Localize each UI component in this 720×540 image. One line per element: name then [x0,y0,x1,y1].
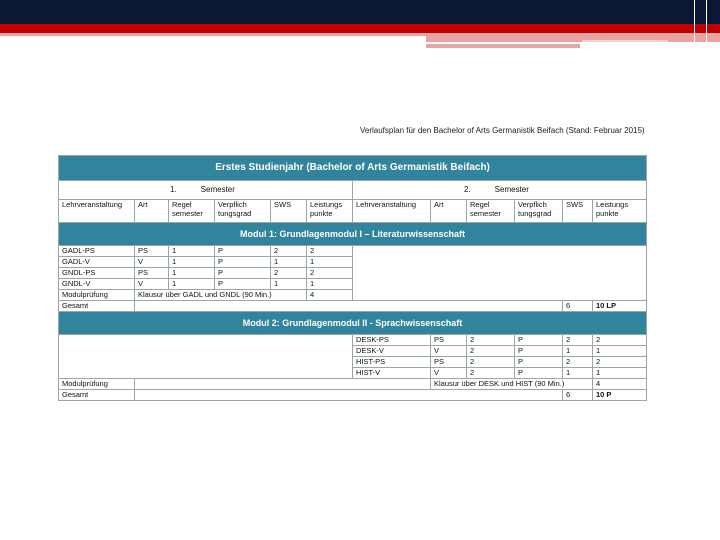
table-cell: P [515,368,563,379]
decor-divider [706,0,707,48]
table-cell: V [135,279,169,290]
table-cell: 1 [563,368,593,379]
table-cell: DESK-V [353,346,431,357]
table-cell: Gesamt [59,390,135,401]
empty-cell [353,246,647,301]
table-cell: PS [135,246,169,257]
table-cell: 2 [271,246,307,257]
table-cell: 1 [271,279,307,290]
table-cell [135,379,431,390]
header-red-bar [0,24,720,33]
empty-cell [59,335,353,379]
table-cell: P [215,257,271,268]
table-cell: 2 [593,335,647,346]
table-cell: 1 [593,346,647,357]
table-cell: Leistungs punkte [593,200,647,223]
document-caption: Verlaufsplan für den Bachelor of Arts Germanistik Beifach (Stand: Februar 2015) [360,126,645,135]
table-cell: SWS [271,200,307,223]
semester-1-label: 1. Semester [59,181,353,200]
table-cell [135,301,563,312]
table-cell: GNDL-PS [59,268,135,279]
study-plan-table [58,155,646,401]
table-title: Erstes Studienjahr (Bachelor of Arts Germanistik Beifach) [59,156,647,181]
table-cell: 1 [169,268,215,279]
table-cell: Klausur über GADL und GNDL (90 Min.) [135,290,307,301]
table-row [59,335,647,346]
table-cell: 1 [271,257,307,268]
table-cell: Verpflich tungsgrad [215,200,271,223]
table-cell: P [515,357,563,368]
module-1-title: Modul 1: Grundlagenmodul I – Literaturwissenschaft [59,223,647,246]
table-cell: GNDL-V [59,279,135,290]
table-cell: 4 [593,379,647,390]
table-cell: PS [431,357,467,368]
table-cell: SWS [563,200,593,223]
header-navy-bar [0,0,720,24]
table-cell: 2 [467,335,515,346]
table-cell: GADL-PS [59,246,135,257]
table-cell: 1 [593,368,647,379]
table-cell: 2 [563,335,593,346]
table-cell: 10 P [593,390,647,401]
table-row [59,246,647,257]
table-cell: V [431,346,467,357]
semester-2-label: 2. Semester [353,181,647,200]
table-cell: 2 [593,357,647,368]
decor-stripe [426,44,580,48]
table-cell: 2 [467,346,515,357]
decor-divider [694,0,695,48]
table-cell: Modulprüfung [59,379,135,390]
table-cell: 1 [307,279,353,290]
table-cell: P [515,335,563,346]
table-cell: 1 [169,257,215,268]
table-cell: V [135,257,169,268]
table-cell: HIST-V [353,368,431,379]
table-cell: Leistungs punkte [307,200,353,223]
table-cell: V [431,368,467,379]
table-cell: PS [431,335,467,346]
table-cell: 2 [563,357,593,368]
table-cell: 1 [169,246,215,257]
table-cell: Verpflich tungsgrad [515,200,563,223]
table-cell: P [215,246,271,257]
table-cell: 2 [307,268,353,279]
module-2-title: Modul 2: Grundlagenmodul II - Sprachwissenschaft [59,312,647,335]
table-cell: 1 [307,257,353,268]
table-cell: GADL-V [59,257,135,268]
table-cell: P [215,279,271,290]
decor-stripe [582,40,668,42]
table-cell: P [515,346,563,357]
table-cell: Art [135,200,169,223]
table-cell: PS [135,268,169,279]
table-cell: 2 [467,357,515,368]
table-cell [135,390,563,401]
table-cell: Regel semester [467,200,515,223]
table-cell: Klausur über DESK und HIST (90 Min.) [431,379,593,390]
table-cell: 6 [563,301,593,312]
table-cell: 4 [307,290,353,301]
decor-stripe [426,36,720,42]
table-cell: HIST-PS [353,357,431,368]
table-cell: Lehrveranstaltung [59,200,135,223]
column-header-row [59,200,647,223]
module-exam-row [59,379,647,390]
table-cell: 2 [307,246,353,257]
module-total-row [59,301,647,312]
table-cell: 1 [563,346,593,357]
table-cell: 6 [563,390,593,401]
table-cell: 10 LP [593,301,647,312]
table-cell: DESK-PS [353,335,431,346]
table-cell: Art [431,200,467,223]
table-cell: Modulprüfung [59,290,135,301]
module-total-row [59,390,647,401]
table-cell: Gesamt [59,301,135,312]
table-cell: 2 [271,268,307,279]
table-cell: Regel semester [169,200,215,223]
table-cell: P [215,268,271,279]
table-cell: Lehrveranstaltung [353,200,431,223]
table-cell: 2 [467,368,515,379]
table-cell: 1 [169,279,215,290]
